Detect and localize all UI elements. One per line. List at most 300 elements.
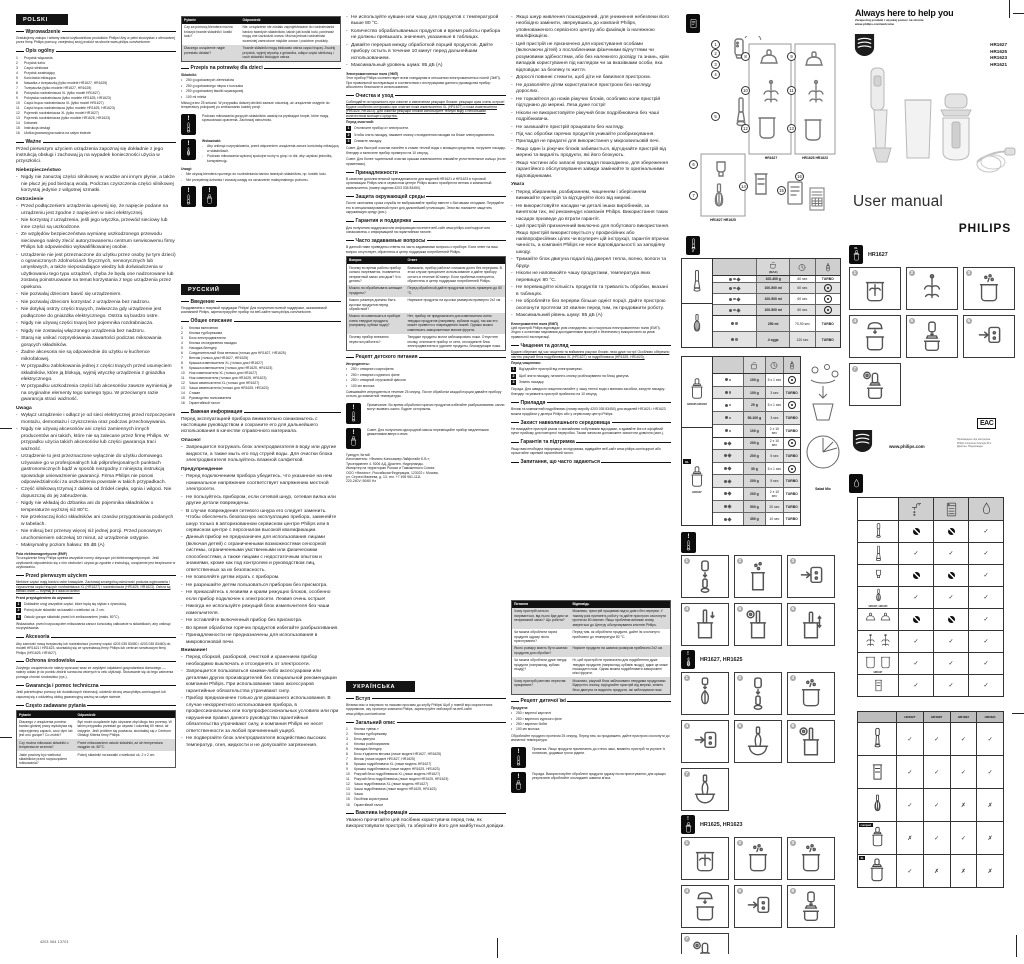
danger-list: - Запрещается погружать блок электродвигателя в воду или другие жидкости, а также мыть его под струей воды. Для очистки блока электродвигателя пользуйтесь влажной салфеткой. — [181, 445, 337, 464]
parts-list — [16, 56, 176, 136]
food-icon — [713, 374, 743, 386]
intro-text: Поздравляем с покупкой продукции Philips! Для получения полной поддержки, оказываемой компанией Philips, зарегистрируйте прибор на веб-сайте www.philips.com/welcome. — [181, 306, 327, 315]
step-panel — [963, 267, 1015, 310]
xl-chopper-steps — [849, 267, 1021, 406]
step-panel — [963, 315, 1015, 358]
ukrainian-safety — [511, 14, 671, 598]
step-number: 2 — [738, 674, 742, 680]
chopper-steps — [681, 837, 845, 954]
callout: 15 — [777, 186, 786, 195]
chopping-quantity-table — [681, 356, 801, 526]
section-header: Очистка и уход — [346, 93, 506, 99]
faq-row: Dlaczego urządzenie nagle przestało działać? Twarde składniki mogą blokować ostrza części tnącej. Zwolnij przycisk, wyjmij wtyczkę z gniazdka, odłącz część silnikową i usuń składniki blokujące ostrza. — [182, 45, 340, 61]
xl-chopper-icon: XL HR1627 — [682, 427, 712, 525]
cleaning-section-icon — [849, 474, 863, 493]
warning-chopper-icon: ! — [511, 772, 526, 793]
parts-list-item: Крышка измельчителя XL (только для HR1627) — [189, 360, 263, 365]
step-number: 2 — [910, 269, 914, 275]
callout: 8 — [741, 52, 750, 61]
step-number: 4 — [685, 605, 689, 611]
philips-wordmark: PHILIPS — [958, 221, 1011, 236]
parts-list-item: Насадка-блендер — [189, 345, 217, 350]
availability-mark: ✗ — [976, 789, 1003, 821]
faq-row: Czy za pomocą blendera można kruszyć twarde składniki i kostki lodu? Nie, urządzenie nie zostało zaprojektowane do rozdrabniania bardzo twardych składników, takich jak kostki lodu, ponieważ mogą one uszkodzić ostrza. Można jednak rozdrabniać wcześniej zamrożone miękkie owoce i podobne produkty. — [184, 25, 335, 43]
caution-list: - Wyłącz urządzenie i odłącz je od sieci elektrycznej przed rozpoczęciem montażu, demontażu i czyszczenia oraz podczas przechowywania. - Nigdy nie używaj akcesoriów ani części zamiennych innych producentów ani takich, które nie są zalecane przez firmę Philips. W przypadku użycia takich akcesoriów lub części gwarancja traci ważność. - Urządzenie to jest przeznaczone wyłącznie do użytku domowego. Używanie go w profesjonalnych lub półprofesjonalnych punktach gastronomicznych bądź w sposób niezgodny z niniejszą instrukcją spowoduje unieważnienie gwarancji. Firma Philips nie ponosi odpowiedzialności za uszkodzenia powstałe w takich przypadkach. - Część silnikową trzymaj z daleka od źródeł ciepła, ognia i wilgoci. Nie dopuszczaj do jej zabrudzenia. - Nigdy nie wkładaj do dzbanka ani do pojemnika składników o temperaturze wyższej niż 80°C. - Nie przekraczaj ilości składników ani czasów przygotowania podanych w tabelach. - Nie miksuj bez przerwy więcej niż jednej porcji. Przed ponownym uruchomieniem odczekaj 10 minut, aż urządzenie ostygnie. - Maksymalny poziom hałasu: 85 dB (A) — [16, 413, 176, 549]
parts-list-item: Trzepaczka (tylko modele HR1627, HR1625) — [24, 85, 92, 90]
step-panel — [849, 267, 901, 310]
food-icon — [713, 387, 743, 399]
caution-list: - Перед сборкой, разборкой, очисткой и хранением прибор необходимо выключать и отсоединять от электросети. - Запрещается пользоваться какими-либо аксессуарами или деталями других производителей без специальной рекомендации компании Philips. При использовании таких аксессуаров гарантийные обязательства утрачивают силу. - Прибор предназначен только для домашнего использования. В случае некорректного использования прибора, в профессиональных или полупрофессиональных условиях или при нарушении правил данного руководства гарантийные обязательства утрачивают силу, и компания Philips не несет ответственности за любой причиненный ущерб. - Не подвергайте блок электродвигателя воздействию высоких температур, огня, жидкости и не допускайте загрязнения. — [181, 655, 339, 748]
parts-list-item: Кнопка «увімк.» — [354, 727, 379, 732]
eac-mark: EAC — [977, 418, 996, 429]
callout: 2 — [711, 49, 720, 58]
parts-list-item: Насадка-блендер — [354, 747, 382, 752]
section-header: Ochrona środowiska — [16, 658, 176, 664]
faq-row: Якого розміру мають бути шматки продуктів для обробки? Наріжте продукти на шматки розміром приблизно 2x2 см. — [512, 645, 670, 657]
table-row: 30 g 5 x 1 sec — [713, 463, 800, 476]
whisk-section-icon: ! — [681, 650, 695, 669]
damp-cloth-icon — [968, 498, 1003, 520]
callout: 9 — [787, 52, 796, 61]
table-row: 100-500 ml 60 sec — [713, 294, 840, 305]
faq-table: Питання Відповідь Чому пристрій сильно нагрівається, від нього йде дим чи неприємний запах? Що робити? Можливо, пристрій працював надто довго без перерви. У такому разі припиніть роботу та дайте пристрою охолонути протягом 60 хвилин. Якщо проблема виникає знову, зверніться до Центру обслуговування клієнтів Philips. Чи можна обробляти гарячі продукти одразу після приготування? Перед тим, як обробляти продукти, дайте їм охолонути приблизно до температури 80 °C. Якого розміру мають бути шматки продуктів для обробки? Наріжте продукти на шматки розміром приблизно 2x2 см. Чи можна обробляти дуже тверді продукти (наприклад, кубики льоду)? Ні, цей пристрій не призначено для подрібнення дуже твердих продуктів (наприклад, кубиків льоду), адже це може пошкодити ножі. Однак можна подрібнювати заморожені м'які фрукти. Чому пристрій раптово перестав працювати? Можливо, ріжучий блок заблоковано твердими продуктами. Відпустіть кнопку, від'єднайте пристрій від мережі, зніміть блок двигуна та видаліть продукти, які заблокували ножі. — [511, 600, 671, 695]
notes-lead: Uwagi: — [181, 166, 193, 171]
callout: 7 — [689, 191, 698, 200]
speed-icon — [815, 259, 840, 275]
hot-ingredients-note: Podczas miksowania gorących składników uważaj na pryskające krople, które mogą spowodować oparzenia. Zachowaj ostrożność. — [202, 113, 329, 123]
faq-row: Чому пристрій раптово перестав працювати? Можливо, ріжучий блок заблоковано твердими продуктами. Відпустіть кнопку, від'єднайте пристрій від мережі, зніміть блок двигуна та видаліть продукти, які заблокували ножі. — [512, 677, 670, 693]
section-header: Gwarancja i pomoc techniczna — [16, 683, 176, 689]
parts-diagram — [683, 36, 843, 232]
faq-row: Czy można miksować składniki o temperaturze wrzenia? Przed miksowaniem ostudź składniki, aż ich temperatura osiągnie ok. 80°C. — [17, 739, 175, 751]
availability-mark: ✓ — [923, 789, 950, 821]
firstuse-warning: Niektóre części mają bardzo ostre krawędzie. Zachowaj szczególną ostrożność podczas wyjmowania i czyszczenia części tnących rozdrabniacza XL (HR1627) i rozdrabniacza (HR1625, HR1623). Ostrza są bardzo ostre — trzymaj je z dala od dzieci! — [16, 580, 171, 594]
food-icon — [713, 399, 743, 411]
parts-list-item: Ulotka gwarancyjna ważna na całym świecie — [24, 131, 91, 136]
blending-quantity-table — [681, 258, 841, 348]
step-number: 1 — [853, 269, 857, 275]
food-icon — [713, 283, 756, 293]
warning-title: Ostrzeżenie — [16, 196, 44, 202]
philips-shield-logo — [851, 428, 874, 453]
whisk-models-label: HR1627, HR1625 — [700, 656, 743, 663]
availability-mark: ✗ — [923, 855, 950, 887]
parts-list-item: Кнопка включения — [189, 325, 218, 330]
whisk-icon: HR1627, HR1625 — [858, 587, 898, 608]
column-ukrainian — [511, 14, 671, 950]
guarantee-text: Для получения поддержки или информации посетите веб-сайт www.philips.com/support или ознакомьтесь с информацией на гарантийном талоне. — [346, 225, 491, 234]
faq-row: Почему прибор внезапно перестал работать? Твердые продукты могли заблокировать ножи. Отпустите кнопку, отключите прибор от сети, отсоедините блок электродвигателя и удалите продукты, блокирующие ножи. — [349, 335, 502, 348]
column-2 — [181, 14, 341, 950]
tip-text: Порада. Використовуйте оброблені продукти одразу після приготування; для кращих результатів обробляйте охолоджені шматки м'яса. — [532, 771, 666, 781]
note-text: Примечание. Во время обработки горячих продуктов избегайте разбрызгивания: капли могут вызвать ожоги. Будьте осторожны. — [367, 402, 505, 412]
faq-row: Можно ли измельчать в приборе очень твердые продукты (например, кубики льда)? Нет, прибор не предназначен для измельчения очень твердых продуктов (например, кубиков льда), так как это может привести к повреждению ножей. Однако можно измельчать замороженные мягкие фрукты. — [347, 313, 505, 334]
chopper-blades-icon — [858, 631, 898, 652]
section-header: Przepis na potrawkę dla dzieci — [181, 65, 341, 71]
step-number: 4 — [685, 887, 689, 893]
step-panel — [681, 672, 729, 715]
warning-whisk-icon: ! — [181, 139, 196, 160]
warning-blender-icon: ! — [346, 403, 361, 424]
availability-mark: ✗ — [976, 855, 1003, 887]
parts-list-item: Кнопка турборежима — [189, 330, 223, 335]
faq-row: Почему во время работы прибор сильно нагревается, появляется неприятный запах или дым? Что делать? Возможно, прибор работал слишком долго без перерыва. В этом случае прекратите использование и дайте прибору остыть в течение 60 минут. Если проблема повторится, обратитесь в центр поддержки потребителей Philips. — [349, 265, 502, 283]
section-header: Часто задаваемые вопросы — [346, 238, 506, 244]
parts-list-item: Część tnąca rozdrabniacza (tylko modele HR1625, HR1623) — [24, 106, 115, 110]
step-number: 3 — [791, 557, 795, 563]
step-panel — [787, 603, 835, 646]
faq-row: Чому пристрій сильно нагрівається, від нього йде дим чи неприємний запах? Що робити? Можливо, пристрій працював надто довго без перерви. У такому разі припиніть роботу та дайте пристрою охолонути протягом 60 хвилин. Якщо проблема виникає знову, зверніться до Центру обслуговування клієнтів Philips. — [512, 608, 670, 629]
section-header: Ważne — [16, 139, 176, 145]
step-number: 4 — [853, 317, 857, 323]
compact-chopper-icon: HR1625 HR1623 — [682, 357, 712, 427]
parts-list-item: Чаша — [354, 792, 363, 797]
blender-usage-icon: 2 — [686, 236, 700, 255]
blender-bar-icon — [682, 259, 712, 303]
section-header: Загальний опис — [346, 720, 506, 726]
tip-text: Совет. Для быстрой очистки налейте в стакан теплой воды с моющим средством, погрузите насадку-блендер и включите прибор примерно на 10 секунд. — [346, 146, 506, 155]
section-header: Общее описание — [181, 318, 341, 324]
food-icon — [713, 332, 756, 347]
table-row: ✓ ✓ ✓ — [858, 630, 1003, 652]
cleaning-lead: Перед очисткой: — [346, 120, 374, 125]
warning-blender-icon: ! — [681, 532, 696, 553]
column-polski — [16, 14, 176, 950]
warning-list: - Перед подключением прибора убедитесь, что указанное на нем номинальное напряжение соответствует напряжению местной электросети. - Не пользуйтесь прибором, если сетевой шнур, сетевая вилка или другие детали повреждены. - В случае повреждения сетевого шнура его следует заменить. Чтобы обеспечить безопасную эксплуатацию прибора, заменяйте шнур только в авторизованном сервисном центре Philips или в сервисном центре с персоналом высокой квалификации. - Данный прибор не предназначен для использования лицами (включая детей) с ограниченными возможностями сенсорной системы, ограниченными умственными или физическими способностями, а также лицами с недостаточным опытом и знаниями, кроме как под контролем и руководством лиц, ответственных за их безопасность. - Не позволяйте детям играть с прибором. - Не разрешайте детям пользоваться прибором без присмотра. - Не прикасайтесь к лезвиям и краям режущих блоков, особенно если прибор подключен к электросети. Лезвия очень острые! - Никогда не используйте режущий блок измельчителя без чаши измельчителя. - Не оставляйте включенный прибор без присмотра. - Во время обработки горячих продуктов избегайте разбрызгивания. - Принадлежности не предназначены для использования в микроволновой печи. — [181, 474, 339, 645]
table-row: 100 g 3 sec TURBO — [713, 387, 800, 400]
caution-title: Uwaga — [16, 405, 32, 411]
parts-list-item: Кнопка розблокування — [354, 742, 390, 747]
whisk-rows — [713, 315, 840, 347]
parts-list-item: Блок з'єднання вінчика (лише моделі HR1627, HR1625) — [354, 752, 442, 757]
column-diagrams — [681, 14, 845, 954]
parts-list — [181, 326, 341, 406]
parts-list-item: Pojemnik rozdrabniacza XL (tylko model HR1627) — [24, 111, 99, 116]
availability-mark: ✓ — [896, 723, 923, 755]
cover-title: User manual — [853, 193, 944, 211]
table-row: 20 g 5 x 1 sec — [713, 399, 800, 412]
parts-list-item: Ріжучий блок подрібнювача (лише моделі HR1625, HR1623) — [354, 777, 449, 782]
recipe-lead: Składniki: — [181, 72, 198, 77]
parts-list-item: Кришка подрібнювача XL (лише модель HR1627) — [354, 762, 432, 767]
availability-mark: ✗ — [950, 855, 977, 887]
step-number: 7 — [685, 935, 689, 941]
certification-text: Произведено под контролем Philips Consumer Lifestyle B.V. Драхтен, Нидерланды — [957, 438, 992, 449]
accessories-text: Вінчик та компактний подрібнювач (номер виробу 4203 035 83450) для моделей HR1621 і HR1623 можна придбати у дилера Philips або у сервісному центрі Philips. — [511, 407, 666, 416]
warning-chopper-icon: ! — [346, 428, 361, 449]
overview-icon — [686, 14, 700, 33]
cleaning-steps: Отключите прибор от электросети. Чтобы снять насадку, нажмите кнопку отсоединения насадки на блоке электродвигателя. Снимите насадку. — [346, 126, 506, 144]
table-row: 100 g 5 x 1 sec — [713, 374, 800, 387]
step-panel — [734, 885, 782, 928]
time-icon — [789, 259, 814, 275]
table-row: ✓ ✓ ✓ — [858, 542, 1003, 564]
step-panel — [734, 837, 782, 880]
language-header-russian: РУССКИЙ — [181, 284, 240, 295]
step-number: 3 — [791, 839, 795, 845]
callout: 5 — [711, 112, 720, 121]
tip-text: Wskazówka: przed rozpoczęciem miksowania zanurz końcówkę całkowicie w składnikach, aby uniknąć rozpryskiwania. — [16, 621, 171, 631]
availability-mark: ✓ — [976, 723, 1003, 755]
food-icon — [713, 475, 743, 487]
warning-title: Предупреждение — [181, 466, 223, 472]
table-row: 100-500 ml 60 sec — [713, 283, 840, 294]
table-row: 500 g 20 sec TURBO — [713, 501, 800, 514]
language-header-ukrainian: УКРАЇНСЬКА — [346, 681, 415, 692]
faq-answer-header: Odpowiedź — [77, 712, 96, 717]
tip-text: Совет. Для более тщательной очистки крышки измельчителя снимайте уплотнительное кольцо (если применимо). — [346, 157, 506, 166]
table-row: 250 ml 70-90 sec TURBO — [713, 316, 840, 332]
parts-list-item: Венчик (только для HR1627, HR1625) — [189, 355, 249, 360]
step-number: 3 — [967, 269, 971, 275]
parts-list-item: Гарантийный талон — [189, 401, 220, 406]
chopper-lids-icon — [858, 609, 898, 630]
model-numbers: HR1627 HR1625 HR1623 HR1621 — [990, 42, 1007, 67]
parts-list-item: Кришка подрібнювача (лише моделі HR1625, HR1623) — [354, 767, 440, 772]
availability-mark: ✓ — [950, 723, 977, 755]
recipe-note: Обробляйте продукти протягом 25 секунд. Перед тим, як продовжити, дайте пристрою охолонути до кімнатної температури. — [511, 733, 670, 743]
faq-row: Dlaczego z urządzenia pomimo bardzo głośnej pracy wydobywa się nieprzyjemny zapach, czuć dym lub jest ono gorące? Co zrobić? Być może urządzenie było używane zbyt długo bez przerwy. W takim przypadku przestań go używać i odczekaj 60 minut, aż ostygnie. Jeśli problem się powtarza, skontaktuj się z Centrum Obsługi Klienta firmy Philips. — [19, 719, 172, 738]
step-number: 5 — [738, 605, 742, 611]
important-text: Перед эксплуатацией прибора внимательно ознакомьтесь с настоящим руководством и сохраните его для дальнейшего использования в качестве справочного материала. — [181, 416, 318, 435]
notes-list: - Nie używaj blendera ręcznego do rozdrabniania bardzo twardych składników, np. kostek lodu. - Nie przepełniaj dzbanka i zwracaj uwagę na oznaczenie maksymalnego poziomu. — [181, 172, 327, 182]
motor-unit-icon — [858, 521, 898, 542]
emf-title: Электромагнитные поля (ЭМП) — [346, 71, 399, 76]
step-number: 6 — [791, 722, 795, 728]
intro-text: Gratulujemy zakupu i witamy wśród użytkowników produktów Philips! Aby w pełni skorzystać z oferowanej przez firmę Philips pomocy, zarejestruj swój produkt na stronie www.philips.com/welcome. — [16, 36, 175, 45]
chop-rows — [713, 374, 800, 437]
parts-list-item: Instrukcja obsługi — [24, 126, 51, 131]
xl-model-label: HR1627 — [868, 251, 888, 258]
table-row: 200 g 5 sec TURBO — [713, 450, 800, 463]
table-row: HR1627 ✓ ✓ ✓ — [858, 652, 1003, 674]
callout: 16 — [795, 172, 804, 181]
parts-list-item: Pokrywka rozdrabniacza XL (tylko model HR1627) — [24, 90, 100, 95]
availability-mark: ✓ — [950, 822, 977, 854]
warning-blender-icon: ! — [511, 747, 526, 768]
table-row: ✓ — [858, 608, 1003, 630]
step-panel — [734, 603, 782, 646]
recipe-note: Miksuj przez 25 sekund. W przypadku dalszej obróbki zawsze odczekaj, aż urządzenie ostygnie do temperatury pokojowej po zmiksowaniu każdej porcji. — [181, 100, 330, 110]
parts-list-item: Dzbanek — [24, 121, 38, 126]
parts-list-item: Блок электродвигателя — [189, 335, 226, 340]
availability-mark: ✓ — [950, 756, 977, 788]
callout: 12 — [741, 124, 750, 133]
step-panel — [787, 885, 835, 928]
section-header: Przed pierwszym użyciem — [16, 573, 176, 579]
faq-row: Jakie powinny być wielkości składników przed rozpoczęciem miksowania? Pokrój składniki na kawałki o wielkości ok. 2 x 2 cm. — [19, 752, 156, 766]
parts-list-item: Чаша подрібнювача XL (лише модель HR1627) — [354, 782, 429, 787]
availability-mark: ✓ — [976, 756, 1003, 788]
important-text: Przed pierwszym użyciem urządzenia zapoznaj się dokładnie z jego instrukcją obsługi i zachowaj ją na wypadek konieczności użycia w przyszłości. — [16, 146, 164, 165]
section-header: Często zadawane pytania — [16, 703, 176, 709]
faq-row: Чи можна обробляти гарячі продукти одразу після приготування? Перед тим, як обробляти продукти, дайте їм охолонути приблизно до температури 80 °C. — [514, 630, 660, 643]
availability-mark: ✗ — [896, 822, 923, 854]
section-header: Гарантія та підтримка — [511, 439, 671, 445]
whisk-icon — [682, 303, 712, 348]
emf-text: To urządzenie firmy Philips spełnia wszystkie normy dotyczące pól elektromagnetycznych. Jeśli użytkownik odpowiednio się z nim obchodzi i używa go zgodnie z instrukcją, urządzenie jest bezpieczne w użytkowaniu. — [16, 556, 176, 569]
guarantee-text: Jeśli potrzebujesz pomocy lub dodatkowych informacji, odwiedź stronę www.philips.com/support lub zapoznaj się z oddzielną ulotką gwarancyjną ważną na całym świecie. — [16, 690, 166, 699]
step-number: 7 — [853, 365, 857, 371]
food-icon — [713, 276, 756, 282]
section-header: Чищення та догляд — [511, 343, 671, 349]
cleaning-steps: Від'єднайте пристрій від електромережі. Щоб зняти насадку, натисніть кнопку розблокування на блоці двигуна. Зніміть насадку. — [511, 367, 671, 385]
food-icon — [713, 513, 743, 525]
availability-mark: ✗ — [976, 822, 1003, 854]
step-number: 5 — [910, 317, 914, 323]
parts-list-item: Крышка измельчителя (только для HR1625, HR1623) — [189, 365, 273, 370]
recipe-list: • 250 g ugotowanych ziemniaków • 250 g ugotowanego mięsa z kurczaka • 250 g ugotowanej fasolki szparagowej • 100 ml mleka — [181, 78, 244, 99]
group-label: HR1627 HR1625 — [710, 218, 736, 222]
recipe-list: • 250 г отварного картофеля • 250 г отварного куриного филе • 250 г отварной стручковой фасоли • 100 мл молока — [346, 367, 406, 388]
cleaning-table — [857, 497, 1004, 697]
cover-tagline: Always here to help you — [855, 8, 954, 18]
cleaning-lead: Перед чищенням: — [511, 361, 541, 366]
table-row — [858, 722, 1003, 755]
chopper-bowls-icon: HR1627 — [858, 653, 898, 674]
environment-text: Не викидайте пристрій разом із звичайними побутовими відходами, а здавайте його в офіційний пункт прийому для повторної переробки. Таким чином ви допоможете захистити довкілля (мал.). — [511, 427, 664, 436]
step-panel — [681, 933, 729, 954]
food-icon — [713, 412, 743, 424]
website-link: www.philips.com — [889, 444, 925, 450]
food-icon — [713, 463, 743, 475]
callout: 13 — [787, 124, 796, 133]
faq-table — [16, 710, 176, 768]
section-header: Гарантия и поддержка — [346, 218, 506, 224]
model-header: HR1623 — [950, 712, 977, 722]
recipe-list: • 250 г вареної картоплі • 250 г вареного курячого філе • 250 г варених бобів • 100 мл молока — [511, 711, 562, 732]
step-panel — [734, 555, 782, 598]
section-header: Важная информация — [181, 409, 341, 415]
emf-title: Електромагнітні поля (ЕМП) — [511, 321, 558, 326]
step-panel — [681, 555, 729, 598]
parts-list-item: Końcówka miksująca — [24, 75, 56, 80]
step-number: 6 — [791, 605, 795, 611]
environment-text: После окончания срока службы не выбрасывайте прибор вместе с бытовыми отходами. Передайте его в специализированный пункт для дальнейшей утилизации. Этим вы поможете защитить окружающую среду (рис.). — [346, 201, 504, 215]
table-row: 50-100 g 3 sec TURBO — [713, 412, 800, 425]
intro-text: Вітаємо вас із покупкою та ласкаво просимо до клубу Philips! Щоб у повній мірі скористатися підтримкою, яку пропонує компанія Philips, зареєструйте свій виріб на веб-сайті www.philips.com/welcome. — [346, 703, 493, 716]
time-icon — [765, 357, 782, 373]
beaker-icon — [858, 756, 896, 788]
table-row: 4 eggs 120 sec TURBO — [713, 332, 840, 347]
step-panel — [734, 720, 782, 763]
step-panel — [734, 672, 782, 715]
faq-row: Можно ли обрабатывать кипящие продукты? Перед обработкой дайте продуктам остыть примерно до 80 °C. — [347, 285, 505, 297]
accessories-text: В качестве дополнительной принадлежности для моделей HR1621 и HR1623 в торговой организации Philips или в сервисном центре Philips можно приобрести венчик и компактный измельчитель (номер изделия 4203 035 83450). — [346, 177, 492, 190]
parts-list-item: Посібник користувача — [354, 797, 389, 802]
table-row: 200 g 2 x 10 sec — [713, 438, 800, 451]
step-number: 6 — [791, 887, 795, 893]
step-panel — [681, 720, 729, 763]
table-row: 100-500 ml 60 sec — [713, 305, 840, 315]
section-header: Защита окружающей среды — [346, 194, 506, 200]
step-number: 1 — [685, 839, 689, 845]
column-3 — [346, 14, 506, 950]
callout: 4 — [711, 70, 720, 79]
chopper-section-icon: ! — [681, 815, 695, 834]
food-icon — [713, 488, 743, 500]
russian-tail — [346, 14, 506, 681]
section-header: Вступ — [346, 696, 506, 702]
step-number: 3 — [791, 674, 795, 680]
emf-text: Этот прибор Philips соответствует всем стандартам в отношении электромагнитных полей (ЭМП). При правильной эксплуатации в соответствии с инструкциями данного руководства прибор абсолютно безопасен в использовании. — [346, 76, 501, 90]
crop-mark — [0, 428, 12, 429]
crop-mark — [0, 737, 12, 738]
callout: 11 — [787, 86, 796, 95]
environment-text: Zużytego urządzenia nie należy wyrzucać wraz ze zwykłymi odpadami gospodarstwa domowego — należy oddać je do punktu zbiórki surowców wtórnych w celu utylizacji. Stosowanie się do tego zalecenia pomaga chronić środowisko (rys.). — [16, 665, 174, 679]
callout: 1 — [711, 40, 720, 49]
warning-blender-icon: ! — [181, 186, 196, 207]
group-label: HR1627 — [764, 156, 778, 160]
note-text: Примітка. Якщо продукти прилипають до стінок чаші, вимкніть пристрій та усуньте їх лопаткою, додавши трохи рідини. — [532, 746, 666, 756]
caution-list-continued: - Не используйте кувшин или чашу для продуктов с температурой выше 80 °C. - Количество обрабатываемых продуктов и время работы прибора не должны превышать значения, указанные в таблицах. - Давайте перерыв между обработкой порций продуктов. Дайте прибору остыть в течение 10 минут перед дальнейшим использованием. - Максимальный уровень шума: 85 дБ (A) — [346, 15, 501, 69]
table-row — [858, 755, 1003, 788]
warning-chopper-xl-icon: ! — [202, 186, 217, 207]
parts-list-item: Нож измельчителя (только для HR1625, HR1623) — [189, 376, 267, 380]
xl-rows — [713, 437, 800, 526]
tips-list: - Aby uniknąć rozpryskiwania, przed włączeniem urządzenia zanurz końcówkę miksującą w składnikach. - Podczas miksowania wykonuj spokojne ruchy w górę i w dół, aby uzyskać jednolitą konsystencję. — [202, 144, 339, 163]
xl-chopper-section-icon: XL — [849, 245, 863, 264]
whisk-steps — [681, 672, 845, 811]
step-panel — [787, 555, 835, 598]
table-row: ✓ — [858, 564, 1003, 586]
parts-list-item: Чаша измельчителя (только для HR1625, HR1623) — [189, 386, 269, 391]
cover-panel — [849, 8, 1021, 888]
step-number: 4 — [685, 722, 689, 728]
danger-title: Niebezpieczeństwo — [16, 167, 61, 173]
danger-title: Опасно! — [181, 437, 201, 443]
step-number: 2 — [738, 557, 742, 563]
table-row — [858, 854, 1003, 887]
table-row: 100-400 g 60 sec TURBO — [713, 276, 840, 283]
emf-text: Цей пристрій Philips відповідає усім стандартам, які стосуються електромагнітних полів (ЕМП). Згідно з останніми науковими дослідженнями пристрій є безпечним у використанні за умов правильної експлуатації. — [511, 326, 661, 339]
step-panel — [681, 768, 729, 811]
step-panel — [906, 267, 958, 310]
table-row: 200 g 5 sec TURBO — [713, 475, 800, 488]
step-panel — [787, 672, 835, 715]
faq-row: Какого размера должны быть кусочки продуктов перед обработкой? Нарежьте продукты на кусочки размером примерно 2x2 см. — [349, 298, 502, 312]
whisk-icon — [858, 789, 896, 821]
table-row — [858, 821, 1003, 854]
table-row: ✓ ✓ ✓ — [858, 674, 1003, 696]
cleaning-warning: Соблюдайте осторожность при очистке и извлечении режущих блоков: режущие края очень острые! Будьте особенно осторожны при очистке ножа измельчителя XL (HR1627) и ножа измельчителя (HR1625, HR1623). Для очистки режущих блоков используйте теплую воду с небольшим количеством моющего средства. — [346, 100, 505, 118]
model-comparison-table — [857, 711, 1004, 888]
availability-mark: ✓ — [923, 723, 950, 755]
availability-mark: ✓ — [896, 789, 923, 821]
parts-list-item: Nasadka z trzepaczką (tylko modele HR1627, HR1625) — [24, 80, 108, 85]
model-header: HR1625 — [923, 712, 950, 722]
table-row: 100 g 2 x 10 sec TURBO — [713, 425, 800, 437]
register-line: Zarejestruj produkt i uzyskaj pomoc na stronie — [855, 18, 924, 22]
section-header: Введение — [181, 299, 341, 305]
parts-list-item: Нож измельчителя XL (только для HR1627) — [189, 370, 258, 375]
callout: 6 — [689, 160, 698, 169]
section-header: Рецепт детского питания — [346, 354, 506, 360]
warning-list: - Якщо шнур живлення пошкоджений, для уникнення небезпеки його необхідно замінити, звернувшись до компанії Philips, уповноваженого сервісного центру або фахівців із належною кваліфікацією. - Цей пристрій не призначено для користування особами (включаючи дітей) з послабленими фізичними відчуттями чи розумовими здібностями, або без належного досвіду та знань, крім випадків користування під наглядом чи за вказівками особи, яка відповідає за безпеку їх життя. - Дорослі повинні стежити, щоб діти не бавилися пристроєм. - Не дозволяйте дітям користуватися пристроєм без нагляду дорослих. - Не торкайтеся до ножів ріжучих блоків, особливо коли пристрій під'єднано до мережі. Леза дуже гострі! - Ніколи не використовуйте ріжучий блок подрібнювача без чаші подрібнювача. - Не залишайте пристрій працювати без нагляду. - Під час обробки гарячих продуктів уникайте розбризкування. - Приладдя не придатні для використання у мікрохвильовій печі. - Якщо один із ріжучих блоків забивається, від'єднайте пристрій від мережі та видаліть продукти, які його блокують. - Якщо частини або запасні приладдя пошкоджено, для збереження гарантійного обслуговування завжди замінюйте їх оригінальними відповідниками. — [511, 15, 670, 179]
accessories-text: Aby zamówić nową trzepaczkę lub rozdrabniacz (numery części 4203 035 83450 i 4203 035 83460) do modeli HR1621 i HR1623, skontaktuj się ze sprzedawcą firmy Philips lub centrum serwisowym firmy Philips (HR1625, HR1627). — [16, 641, 171, 655]
parts-list-item: Część silnikowa — [24, 65, 49, 70]
parts-list-item: Pokrywka rozdrabniacza (tylko modele HR1625, HR1623) — [24, 95, 111, 100]
faq-question-header: Pytanie — [19, 712, 32, 717]
parts-list-item: Чаша подрібнювача (лише моделі HR1625, HR1623) — [354, 787, 437, 792]
food-icon — [713, 438, 743, 450]
food-icon — [713, 316, 756, 331]
food-icon — [713, 501, 743, 513]
availability-mark: ✓ — [896, 855, 923, 887]
parts-list-item: Чаша измельчителя XL (только для HR1627) — [189, 381, 260, 386]
availability-mark: ✓ — [923, 822, 950, 854]
philips-shield-logo — [853, 32, 876, 57]
